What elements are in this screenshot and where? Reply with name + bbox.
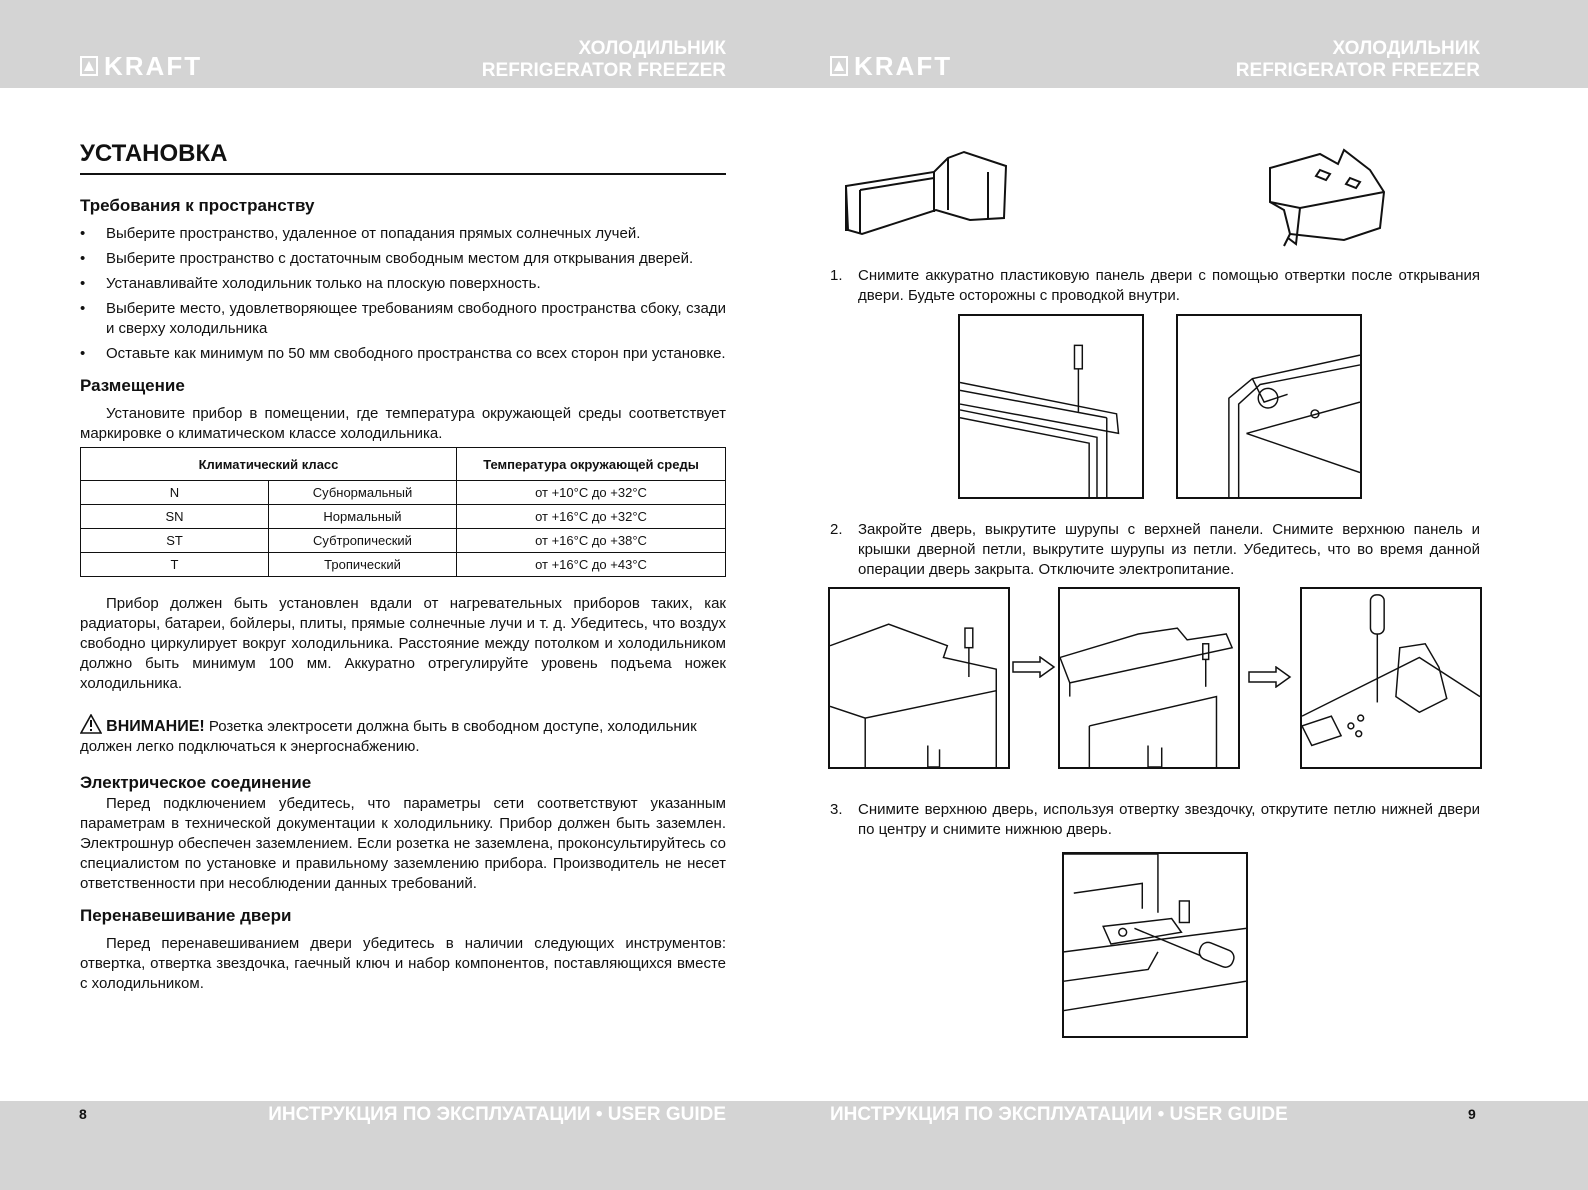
table-row: [81, 505, 726, 529]
section-title: УСТАНОВКА: [80, 140, 726, 175]
footer-text-left: ИНСТРУКЦИЯ ПО ЭКСПЛУАТАЦИИ • USER GUIDE: [268, 1104, 726, 1125]
class-name: Нормальный: [269, 505, 457, 529]
class-name: Субтропический: [269, 529, 457, 553]
class-temp: от +16°C до +38°C: [457, 529, 726, 553]
list-item: • Выберите место, удовлетворяющее требованиям свободного пространства сбоку, сзади и сверху холодильника: [80, 299, 726, 339]
climate-class-table: [80, 447, 726, 577]
table-header-class: Климатический класс: [81, 448, 457, 481]
arrow-right-icon: [1012, 656, 1056, 678]
step-number: 1.: [830, 267, 843, 284]
list-item: • Выберите пространство, удаленное от попадания прямых солнечных лучей.: [80, 224, 726, 244]
class-code: SN: [81, 505, 269, 529]
footer-text-right: ИНСТРУКЦИЯ ПО ЭКСПЛУАТАЦИИ • USER GUIDE: [830, 1104, 1288, 1125]
class-code: T: [81, 553, 269, 577]
hinge-cover-illustration: [838, 150, 1010, 240]
step-3: [830, 800, 1480, 840]
class-name: Тропический: [269, 553, 457, 577]
placement-intro: Установите прибор в помещении, где температура окружающей среды соответствует маркировке о климатическом классе холодильника.: [80, 405, 726, 442]
placement-heading: Размещение: [80, 376, 185, 395]
door-heading: Перенавешивание двери: [80, 906, 292, 925]
space-heading: Требования к пространству: [80, 196, 315, 215]
step3-figure-lower-hinge: [1062, 852, 1248, 1038]
list-item: • Выберите пространство с достаточным свободным местом для открывания дверей.: [80, 249, 726, 269]
table-row: [81, 553, 726, 577]
header-title-left: ХОЛОДИЛЬНИК REFRIGERATOR FREEZER: [481, 38, 726, 81]
list-item: • Устанавливайте холодильник только на плоскую поверхность.: [80, 274, 726, 294]
brand-logo-left: KRAFT: [80, 54, 202, 78]
logo-mark-icon: [80, 56, 98, 76]
footer-band: [0, 1101, 1588, 1190]
step1-figure-screwdriver: [958, 314, 1144, 499]
page-number-right: 9: [1468, 1106, 1476, 1122]
list-item: • Оставьте как минимум по 50 мм свободного пространства со всех сторон при установке.: [80, 344, 726, 364]
warning-triangle-icon: [80, 714, 102, 734]
class-temp: от +16°C до +43°C: [457, 553, 726, 577]
step2-figure-top-panel: [1058, 587, 1240, 769]
warning-text: Розетка электросети должна быть в свободном доступе, холодильник должен легко подключаться к энергоснабжению.: [80, 718, 697, 755]
brand-logo-right: KRAFT: [830, 54, 952, 78]
step2-figure-screws: [828, 587, 1010, 769]
electric-text: Перед подключением убедитесь, что параметры сети соответствуют указанным параметрам в технической документации к холодильнику. Прибор должен быть заземлен. Электрошнур обеспечен заземлением. Если розетка не заземлена, проконсультируйтесь со специалистом по установке и правильному заземлению прибора. Производитель не несет ответственности при несоблюдении данных требований.: [80, 795, 726, 892]
door-text: Перед перенавешиванием двери убедитесь в наличии следующих инструментов: отвертка, отвертка звездочка, гаечный ключ и набор компонентов, поставляющихся вместе с холодильником.: [80, 935, 726, 992]
electric-heading: Электрическое соединение: [80, 773, 312, 792]
class-name: Субнормальный: [269, 481, 457, 505]
logo-mark-icon: [830, 56, 848, 76]
class-temp: от +16°C до +32°C: [457, 505, 726, 529]
class-code: ST: [81, 529, 269, 553]
step2-figure-hinge: [1300, 587, 1482, 769]
arrow-right-icon: [1248, 666, 1292, 688]
hinge-cap-illustration: [1260, 148, 1390, 248]
step-number: 3.: [830, 801, 843, 818]
step-number: 2.: [830, 521, 843, 538]
warning-block: [80, 714, 726, 757]
left-page: [80, 140, 726, 994]
class-temp: от +10°C до +32°C: [457, 481, 726, 505]
step-2: [830, 520, 1480, 580]
step-text: Снимите аккуратно пластиковую панель двери с помощью отвертки после открывания двери. Будьте осторожны с проводкой внутри.: [858, 267, 1480, 304]
space-requirements-list: [80, 224, 726, 364]
step-text: Закройте дверь, выкрутите шурупы с верхней панели. Снимите верхнюю панель и крышки дверной петли, выкрутите шурупы из петли. Убедитесь, что во время данной операции дверь закрыта. Отключите электропитание.: [858, 521, 1480, 578]
step-text: Снимите верхнюю дверь, используя отвертку звездочку, открутите петлю нижней двери по центру и снимите нижнюю дверь.: [858, 801, 1480, 838]
table-row: [81, 481, 726, 505]
table-header-temp: Температура окружающей среды: [457, 448, 726, 481]
table-row: [81, 529, 726, 553]
placement-note: Прибор должен быть установлен вдали от нагревательных приборов таких, как радиаторы, батареи, бойлеры, плиты, прямые солнечные лучи и т. д. Убедитесь, что воздух свободно циркулирует вокруг холодильника. Расстояние между потолком и холодильником должно быть минимум 100 мм. Аккуратно отрегулируйте уровень подъема ножек холодильника.: [80, 595, 726, 692]
warning-label: ВНИМАНИЕ!: [106, 718, 205, 735]
header-title-right: ХОЛОДИЛЬНИК REFRIGERATOR FREEZER: [1235, 38, 1480, 81]
step1-figure-panel-removed: [1176, 314, 1362, 499]
page-number-left: 8: [79, 1106, 87, 1122]
class-code: N: [81, 481, 269, 505]
step-1: [830, 266, 1480, 306]
